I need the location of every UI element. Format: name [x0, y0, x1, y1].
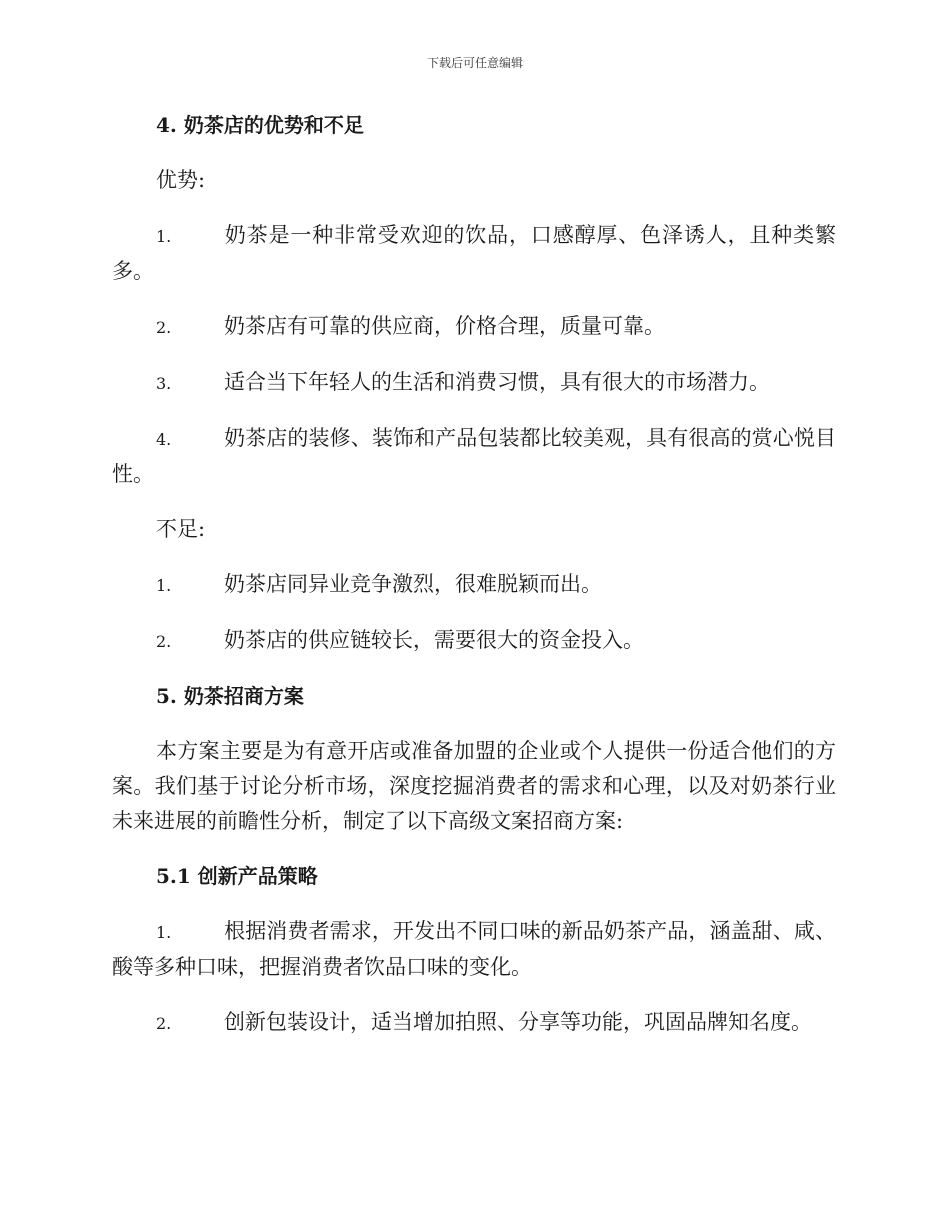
disadvantages-label: 不足:	[156, 517, 206, 541]
list-item	[112, 218, 836, 289]
section-5-paragraph: 本方案主要是为有意开店或准备加盟的企业或个人提供一份适合他们的方案。我们基于讨论分析市场，深度挖掘消费者的需求和心理，以及对奶茶行业未来进展的前瞻性分析，制定了以下高级文案招商方案:	[112, 739, 836, 833]
list-number: 1.	[156, 576, 172, 595]
section-4-title: 4. 奶茶店的优势和不足	[156, 113, 364, 137]
list-item	[112, 567, 836, 603]
list-item	[112, 365, 836, 401]
advantages-label: 优势:	[156, 168, 206, 192]
section-5-1-title: 5.1 创新产品策略	[156, 864, 318, 888]
list-number: 2.	[156, 1014, 172, 1033]
list-item	[112, 421, 836, 492]
list-number: 1.	[156, 227, 172, 246]
list-text: 奶茶店有可靠的供应商，价格合理，质量可靠。	[224, 314, 665, 338]
list-text: 奶茶店的装修、装饰和产品包装都比较美观，具有很高的赏心悦目性。	[112, 426, 836, 486]
list-item	[112, 914, 836, 985]
list-text: 创新包装设计，适当增加拍照、分享等功能，巩固品牌知名度。	[224, 1010, 812, 1034]
list-number: 1.	[156, 923, 172, 942]
list-item	[112, 1005, 836, 1041]
list-item	[112, 309, 836, 345]
list-text: 奶茶店的供应链较长，需要很大的资金投入。	[224, 628, 644, 652]
list-number: 2.	[156, 632, 172, 651]
list-text: 奶茶是一种非常受欢迎的饮品，口感醇厚、色泽诱人，且种类繁多。	[112, 223, 836, 283]
list-text: 奶茶店同异业竞争激烈，很难脱颖而出。	[224, 572, 602, 596]
list-text: 根据消费者需求，开发出不同口味的新品奶茶产品，涵盖甜、咸、酸等多种口味，把握消费者饮品口味的变化。	[112, 919, 836, 979]
list-number: 4.	[156, 430, 172, 449]
document-body	[112, 108, 836, 1061]
list-item	[112, 623, 836, 659]
page-header: 下载后可任意编辑	[426, 56, 523, 70]
section-5-title: 5. 奶茶招商方案	[156, 684, 304, 708]
list-number: 2.	[156, 318, 172, 337]
list-text: 适合当下年轻人的生活和消费习惯，具有很大的市场潜力。	[224, 370, 770, 394]
list-number: 3.	[156, 374, 172, 393]
